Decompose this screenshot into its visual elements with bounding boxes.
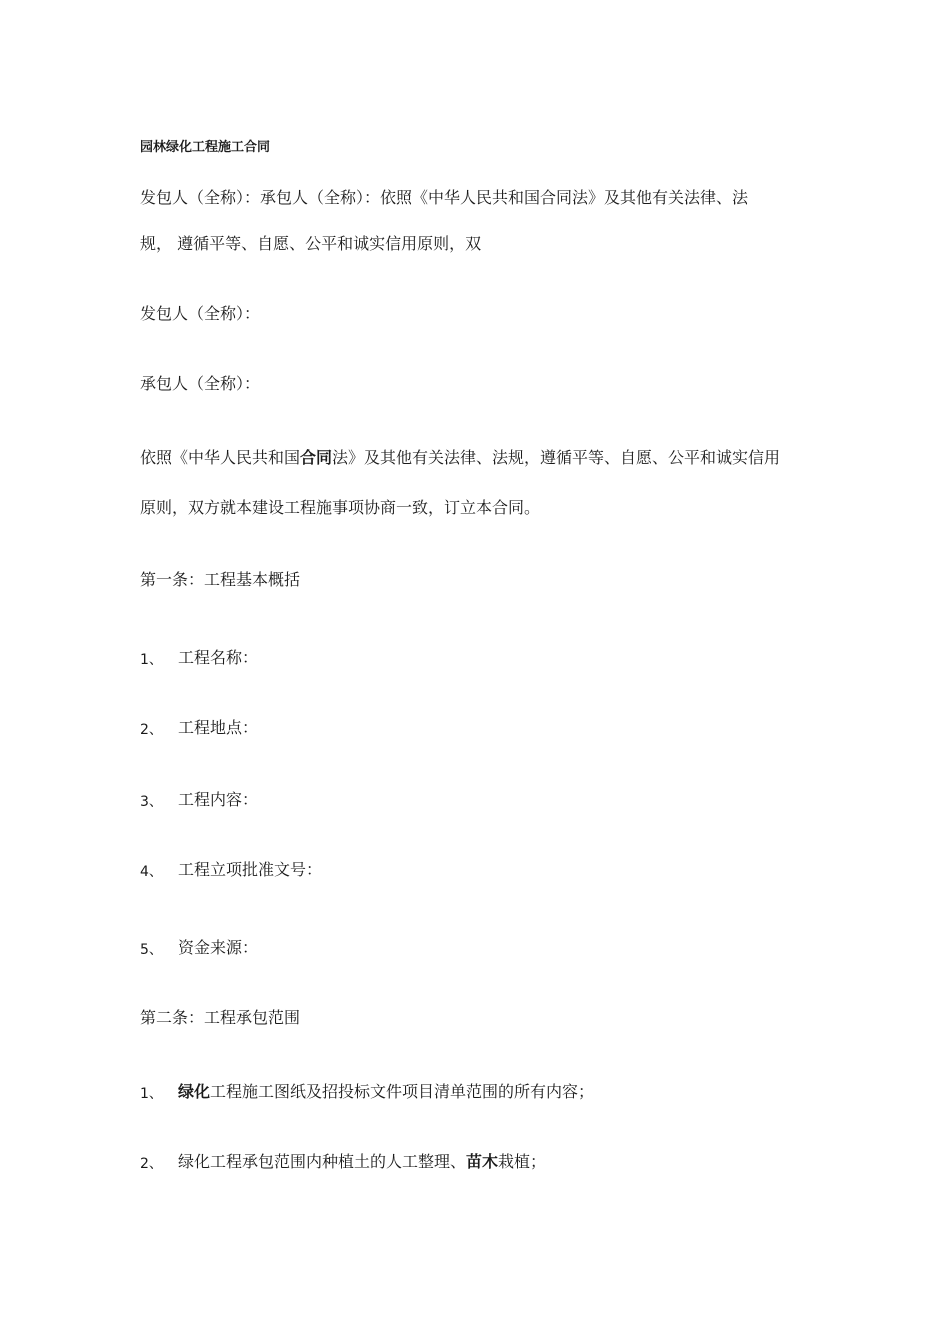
article-1-item-4-text: 工程立项批准文号：: [178, 860, 323, 879]
document-title: 园林绿化工程施工合同: [140, 140, 271, 155]
article-1-item-3-text: 工程内容：: [178, 790, 259, 809]
basis-text-c: 法》及其他有关法律、法规，遵循平等、自愿、公平和诚实信用: [332, 448, 781, 467]
article-1-item-5-number: 5、: [140, 942, 163, 958]
article-2-item-1-bold: 绿化: [178, 1082, 211, 1101]
article-2-item-2-text-b: 栽植；: [498, 1152, 547, 1171]
intro-line-2: 规， 遵循平等、自愿、公平和诚实信用原则，双: [140, 234, 482, 253]
article-1-item-1-text: 工程名称：: [178, 648, 259, 667]
party-b-label: 承包人（全称）：: [140, 374, 261, 393]
intro-line-1: 发包人（全称）：承包人（全称）：依照《中华人民共和国合同法》及其他有关法律、法: [140, 188, 749, 207]
article-1-item-3-number: 3、: [140, 794, 163, 810]
article-2-item-2-text-a: 绿化工程承包范围内种植土的人工整理、: [178, 1152, 467, 1171]
article-2-item-2-text: [178, 1152, 546, 1172]
basis-text-bold: 合同: [300, 448, 333, 467]
basis-text-a: 依照《中华人民共和国: [140, 448, 301, 467]
article-1-item-2-number: 2、: [140, 722, 163, 738]
party-a-label: 发包人（全称）：: [140, 304, 261, 323]
article-2-heading: 第二条：工程承包范围: [140, 1008, 301, 1027]
basis-paragraph-line-2: 原则，双方就本建设工程施事项协商一致，订立本合同。: [140, 498, 541, 517]
article-2-item-1-text: [178, 1082, 594, 1102]
article-1-item-2-text: 工程地点：: [178, 718, 259, 737]
article-1-heading: 第一条：工程基本概括: [140, 570, 301, 589]
article-2-item-2-number: 2、: [140, 1156, 163, 1172]
article-1-item-1-number: 1、: [140, 652, 163, 668]
article-2-item-1-rest: 工程施工图纸及招投标文件项目清单范围的所有内容；: [210, 1082, 595, 1101]
article-1-item-5-text: 资金来源：: [178, 938, 259, 957]
article-2-item-1-number: 1、: [140, 1086, 163, 1102]
article-1-item-4-number: 4、: [140, 864, 163, 880]
article-2-item-2-bold: 苗木: [466, 1152, 499, 1171]
basis-paragraph-line-1: [140, 448, 780, 468]
